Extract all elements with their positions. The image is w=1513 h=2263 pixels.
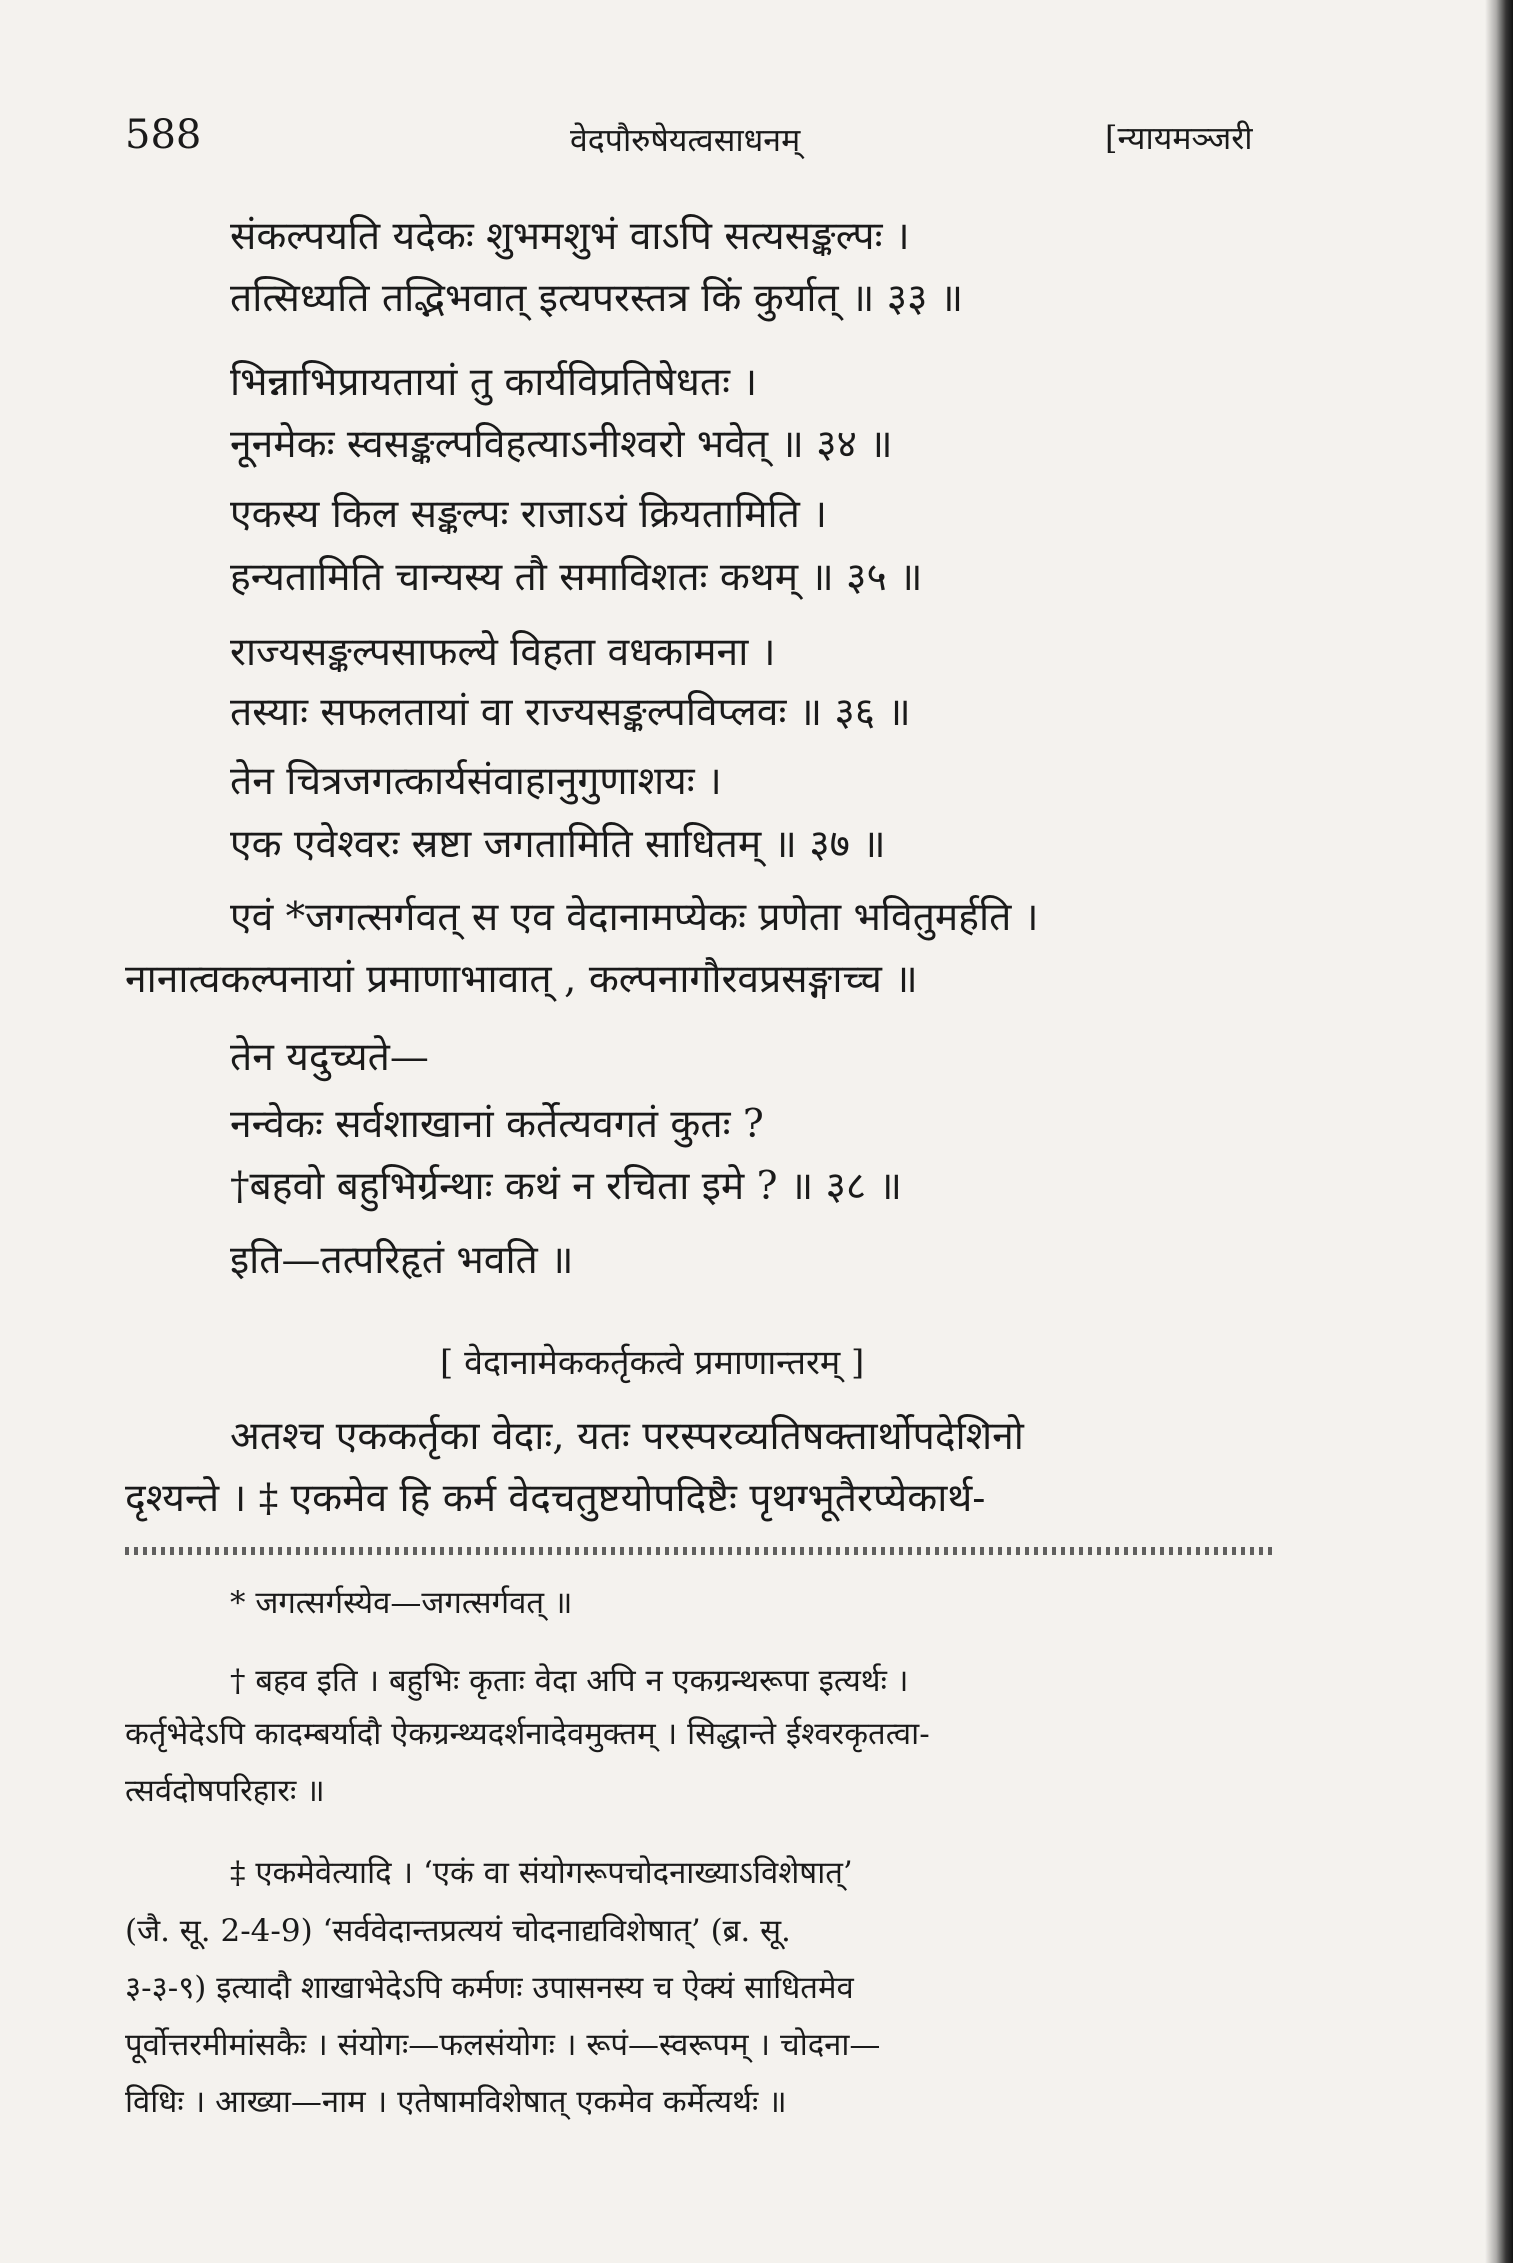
footnote-line: ३-३-९) इत्यादौ शाखाभेदेऽपि कर्मणः उपासनस्य च ऐक्यं साधितमेव bbox=[125, 1970, 854, 2006]
paragraph-line: दृश्यन्ते । ‡ एकमेव हि कर्म वेदचतुष्टयोपदिष्टैः पृथग्भूतैरप्येकार्थ- bbox=[125, 1476, 986, 1521]
footnote-line: कर्तृभेदेऽपि कादम्बर्यादौ ऐकग्रन्थ्यदर्शनादेवमुक्तम् । सिद्धान्ते ईश्वरकृतत्वा- bbox=[125, 1716, 930, 1752]
footnote-line: ‡ एकमेवेत्यादि । ‘एकं वा संयोगरूपचोदनाख्याऽविशेषात्’ bbox=[230, 1855, 853, 1891]
verse-line: तेन चित्रजगत्कार्यसंवाहानुगुणाशयः । bbox=[230, 759, 722, 804]
paragraph-line: तेन यदुच्यते— bbox=[230, 1035, 429, 1080]
verse-line: राज्यसङ्कल्पसाफल्ये विहता वधकामना । bbox=[230, 630, 776, 675]
verse-line: एक एवेश्वरः स्रष्टा जगतामिति साधितम् ॥ ३७ ॥ bbox=[230, 822, 886, 867]
book-title: [न्यायमञ्जरी bbox=[1105, 119, 1253, 157]
footnote-line: विधिः । आख्या—नाम । एतेषामविशेषात् एकमेव कर्मेत्यर्थः ॥ bbox=[125, 2084, 787, 2120]
paragraph-line: नानात्वकल्पनायां प्रमाणाभावात् , कल्पनागौरवप्रसङ्गाच्च ॥ bbox=[125, 957, 918, 1002]
footnote-line: पूर्वोत्तरमीमांसकैः । संयोगः—फलसंयोगः । रूपं—स्वरूपम् । चोदना— bbox=[125, 2027, 881, 2063]
verse-line: हन्यतामिति चान्यस्य तौ समाविशतः कथम् ॥ ३५ ॥ bbox=[230, 555, 923, 600]
verse-line: नूनमेकः स्वसङ्कल्पविहत्याऽनीश्वरो भवेत् ॥ ३४ ॥ bbox=[230, 422, 893, 467]
footnote-line: (जै. सू. 2-4-9) ‘सर्ववेदान्तप्रत्ययं चोदनाद्यविशेषात्’ (ब्र. सू. bbox=[125, 1913, 791, 1949]
running-title: वेदपौरुषेयत्वसाधनम् bbox=[570, 121, 801, 159]
verse-line: संकल्पयति यदेकः शुभमशुभं वाऽपि सत्यसङ्कल्पः । bbox=[230, 214, 910, 259]
page-number: 588 bbox=[125, 112, 202, 158]
verse-line: तत्सिध्यति तद्भिभवात् इत्यपरस्तत्र किं कुर्यात् ॥ ३३ ॥ bbox=[230, 276, 964, 321]
verse-line: †बहवो बहुभिर्ग्रन्थाः कथं न रचिता इमे ? ॥ ३८ ॥ bbox=[230, 1164, 902, 1209]
verse-line: भिन्नाभिप्रायतायां तु कार्यविप्रतिषेधतः । bbox=[230, 360, 758, 405]
paragraph-line: अतश्च एककर्तृका वेदाः, यतः परस्परव्यतिषक्तार्थोपदेशिनो bbox=[230, 1414, 1024, 1459]
footnote-line: * जगत्सर्गस्येव—जगत्सर्गवत् ॥ bbox=[230, 1585, 573, 1621]
page-edge-shadow bbox=[1485, 0, 1513, 2263]
footnote-divider bbox=[125, 1547, 1275, 1555]
page-header bbox=[0, 112, 1513, 162]
footnote-line: † बहव इति । बहुभिः कृताः वेदा अपि न एकग्रन्थरूपा इत्यर्थः । bbox=[230, 1663, 909, 1699]
verse-line: एकस्य किल सङ्कल्पः राजाऽयं क्रियतामिति । bbox=[230, 492, 828, 537]
footnote-line: त्सर्वदोषपरिहारः ॥ bbox=[125, 1773, 325, 1809]
verse-line: नन्वेकः सर्वशाखानां कर्तेत्यवगतं कुतः ? bbox=[230, 1102, 764, 1147]
verse-line: तस्याः सफलतायां वा राज्यसङ्कल्पविप्लवः ॥ ३६ ॥ bbox=[230, 690, 911, 735]
paragraph-line: इति—तत्परिहृतं भवति ॥ bbox=[230, 1238, 574, 1283]
section-heading: [ वेदानामेककर्तृकत्वे प्रमाणान्तरम् ] bbox=[440, 1343, 865, 1383]
paragraph-line: एवं *जगत्सर्गवत् स एव वेदानामप्येकः प्रणेता भवितुमर्हति । bbox=[230, 895, 1039, 940]
